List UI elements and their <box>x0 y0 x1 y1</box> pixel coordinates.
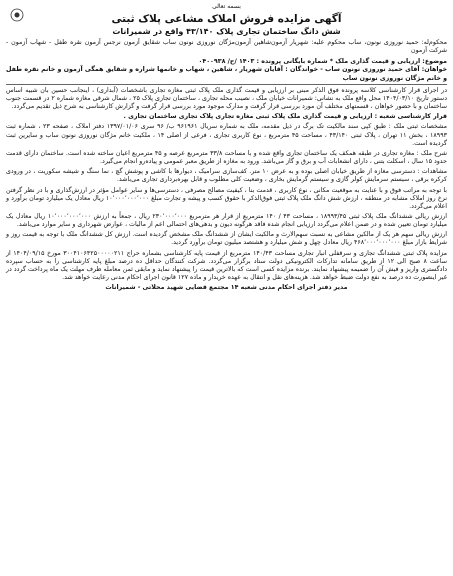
signature-line: مدیر دفتر اجرای احکام مدنی شعبه ۱۴ مجتمع قضایی شهید محلاتی - شمیرانات <box>105 284 348 292</box>
basmala: بسمه تعالی <box>212 3 241 10</box>
divider <box>6 84 447 85</box>
value-paragraph: ارزش ریالی ششدانگ ملک پلاک ثبتی ۱۸۹۹۳/۴۵ ، مساحت ۴۳ / ۱۴۰ مترمربع از قرار هر مترمربع ۲۳۰٬۰۰۰٬۰۰۰ ریال ، جمعاً به ارزش ۱۰٬۰۰۰٬۰۰۰٬۰۰۰ ریال معادل یک میلیارد تومان تعیین شده و در ضمن اعلام می‌گردد ارزیابی انجام شده فاقد هرگونه دیون و بدهی‌های احتمالی اعم از مالیات ، عوارض شهرداری و سایر موارد می‌باشد. <box>6 212 447 229</box>
intro-paragraph: در اجرای قرار کارشناسی کلاسه پرونده فوق الذکر مبنی بر ارزیابی و قیمت گذاری ملک پلاک ثبتی مغازه تجاری باشخصات (آبداری) ، اینجانب حسین بان شبیه اساس دستور تاریخ ۱۴۰۴/۰۳/۱۰ محل واقع ملک به نشانی: شمیرانات خیابان ملک ، نصیب محله تجاری ، ساختمان تجاری پلاک ۲۵ ، شمال شرقی مغازه شماره ۲ در قسمت جنوب ساختمان و با حضور خواهان ، قسمتهای مختلف آن مورد بررسی قرار گرفت و مدارک موجود مورد بررسی قرار گرفت و گزارش کارشناسی به شرح ذیل تقدیم می‌گردد. <box>6 86 448 111</box>
notice-title: آگهی مزایده فروش املاک مشاعی پلاک ثبتی <box>111 13 342 25</box>
registration-paragraph: مشخصات ثبتی ملک : طبق کپی سند مالکیت تک برگ در ذیل مقدمه، ملک به شماره سریال ۹۶۱۹۶۱ ب/ ۹۶ سری ۱۳۹۷/۰۱/۰۶ دفتر املاک ، صفحه ۲۳ ، شماره ثبت ۱۸۹۹۳ ، بخش ۱۱ تهران ، پلاک ثبتی ۴۳/۱۴۰ ، مساحت ۴۵ مترمربع ، نوع کاربری تجاری ، فرعی از اصلی ۱۴ ، ملکیت خانم مژگان نوروزی نونون ساب و سایرین ثبت گردیده است. <box>6 123 448 147</box>
emblem-icon <box>10 8 24 22</box>
notice-subtitle: شش دانگ ساختمان تجاری پلاک ۴۳/۱۴۰ واقع در شمیرانات <box>112 27 341 36</box>
observations-paragraph: مشاهدات : دسترسی مغازه از طریق خیابان اصلی بوده و به عرض ۱۰ متر. کف‌سازی سرامیک ، دیوارها با کاشی و پوشش گچ ، نما سنگ و شیشه سکوریت ، در ورودی کرکره برقی ، سیستم سرمایش کولر گازی و سیستم گرمایش بخاری ، وضعیت کلی مطلوب و قابل بهره‌برداری تجاری می‌باشد. <box>6 168 447 184</box>
valuation-paragraph: با توجه به مراتب فوق و با عنایت به موقعیت مکانی ، نوع کاربری ، قدمت بنا ، کیفیت مصالح مصرفی ، دسترسی‌ها و سایر عوامل مؤثر در ارزش‌گذاری و با در نظر گرفتن نرخ روز املاک مشابه در منطقه ، ارزش شش دانگ ملک پلاک ثبتی فوق‌الذکر با حقوق کسب و پیشه و تجارت مبلغ ۱۰٬۰۰۰٬۰۰۰٬۰۰۰ ریال معادل یک میلیارد تومان برآورد و اعلام می‌گردد. <box>6 186 447 210</box>
owners-paragraph: محکوم‌له: حمید نوروزی نونون، ساب محکوم علیه: شهریار آزمون‌شاهین آزمون‌مژگان نوروزی نونون‌ ساب‌ شقایق آزمون‌ نرجس آزمون‌ نقره طفل - شهاب آزمون - شرکت آزمون <box>6 39 447 55</box>
shares-paragraph: ارزش ریالی سهم هر یک از مالکین مشاعی به نسبت سهم‌الارث و مالکیت ایشان از ششدانگ ملک مشخص گردیده است. ارزش کل ششدانگ ملک با توجه به قیمت روز و شرایط بازار مبلغ ۴۶۸٬۰۰۰٬۰۰۰٬۰۰۰ ریال معادل چهل و شش میلیارد و هشتصد میلیون تومان برآورد گردید. <box>6 231 447 247</box>
property-description: شرح ملک : مغازه تجاری در طبقه همکف یک ساختمان تجاری واقع شده و با مساحت ۳۳/۸ مترمربع عرصه و ۴۵ مترمربع اعیان ساخته شده است. ساختمان دارای قدمت حدود ۱۵ سال ، اسکلت بتنی ، دارای انشعابات آب و برق و گاز می‌باشد. ورود به مغازه از طریق معبر عمومی و پیاده‌رو انجام می‌گیرد. <box>6 149 447 166</box>
section-heading: قرار کارشناسی شعبه : ارزیابی و قیمت گذاری ملک پلاک ثبتی مغازه تجاری پلاک تجاری ساختمان تجاری . <box>123 113 447 121</box>
auction-terms: مزایده پلاک ثبتی ششدانگ تجاری و سرقفلی انبار تجاری مساحت ۱۴۰/۴۳ مترمربع از قیمت پایه کارشناسی بشماره حراج ۳۰۰۴۱۰۶۴۲۵۰۰۰۰۰۲۱۱ مورخ ۱۴۰۴/۰۹/۱۵ از ساعت ۸ صبح الی ۱۲ از طریق سامانه تدارکات الکترونیکی دولت ستاد برگزار می‌گردد. شرکت کنندگان حداقل ده درصد مبلغ پایه کارشناسی را به حساب سپرده دادگستری واریز و فیش آن را ضمیمه پیشنهاد نمایند. برنده مزایده کسی است که بالاترین قیمت را پیشنهاد نماید و مابقی ثمن معامله ظرف مهلت یک ماه پرداخت گردد در غیر اینصورت ده درصد به نفع دولت ضبط خواهد شد. هزینه‌های نقل و انتقال به عهده خریدار و ماده ۱۲۷ قانون اجرای احکام مدنی رعایت خواهد شد. <box>6 249 447 282</box>
parties-paragraph: خواهان: آقای حمید نوروزی نونون ساب - خواندگان : آقایان شهریار ، شاهین ، شهاب و خانمها شراره و شقایق همگی آزمون و خانم نقره طفل و خانم مژگان نوروزی نونون ساب <box>6 66 447 82</box>
reference-line: موضوع: ارزیابی و قیمت گذاری ملک * شماره بایگانی پرونده : ۱۴۰۳ /ح/ ۰۴۰۰۹۳۸ <box>198 58 447 66</box>
